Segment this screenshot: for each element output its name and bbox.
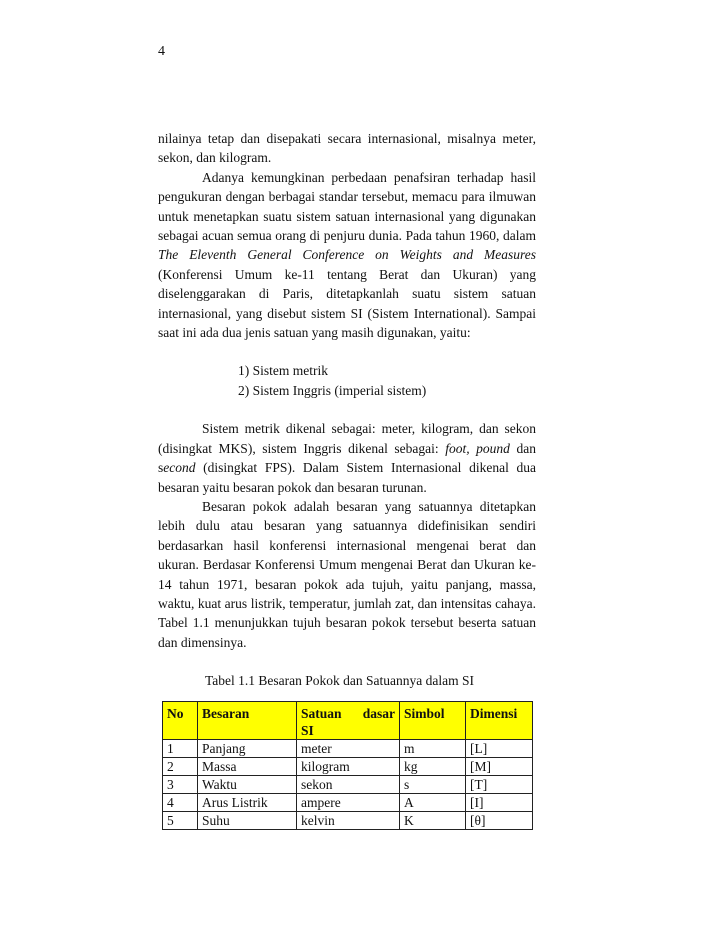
cell-simbol: kg — [400, 757, 466, 775]
header-simbol: Simbol — [400, 701, 466, 739]
header-dimensi: Dimensi — [466, 701, 533, 739]
cell-dimensi: [I] — [466, 793, 533, 811]
list-item: 2) Sistem Inggris (imperial sistem) — [238, 382, 427, 398]
cell-satuan: sekon — [297, 775, 400, 793]
cell-simbol: A — [400, 793, 466, 811]
cell-dimensi: [θ] — [466, 811, 533, 829]
page-body — [158, 129, 536, 830]
cell-satuan: kelvin — [297, 811, 400, 829]
table-row — [163, 757, 533, 775]
header-besaran: Besaran — [198, 701, 297, 739]
paragraph-2: Adanya kemungkinan perbedaan penafsiran terhadap hasil pengukuran dengan berbagai standar tersebut, memacu para ilmuwan untuk menetapkan suatu sistem satuan internasional yang digunakan sebagai acuan semua orang di penjuru dunia. Pada tahun 1960, dalam The Eleventh General Conference on Weights and Measures (Konferensi Umum ke-11 tentang Berat dan Ukuran) yang diselenggarakan di Paris, ditetapkanlah suatu sistem satuan internasional, yang disebut sistem SI (Sistem International). Sampai saat ini ada dua jenis satuan yang masih digunakan, yaitu: — [158, 169, 536, 341]
table-row — [163, 739, 533, 757]
cell-no: 3 — [163, 775, 198, 793]
cell-besaran: Massa — [198, 757, 297, 775]
cell-besaran: Arus Listrik — [198, 793, 297, 811]
paragraph-4: Besaran pokok adalah besaran yang satuannya ditetapkan lebih dulu atau besaran yang satuannya didefinisikan sendiri berdasarkan hasil konferensi internasional mengenai berat dan ukuran. Berdasar Konferensi Umum mengenai Berat dan Ukuran ke-14 tahun 1971, besaran pokok ada tujuh, yaitu panjang, massa, waktu, kuat arus listrik, temperatur, jumlah zat, dan intensitas cahaya. Tabel 1.1 menunjukkan tujuh besaran pokok tersebut beserta satuan dan dimensinya. — [158, 498, 536, 650]
cell-dimensi: [M] — [466, 757, 533, 775]
cell-satuan: kilogram — [297, 757, 400, 775]
list-item: 1) Sistem metrik — [238, 363, 328, 379]
cell-besaran: Waktu — [198, 775, 297, 793]
cell-besaran: Suhu — [198, 811, 297, 829]
cell-no: 1 — [163, 739, 198, 757]
unit-system-list — [158, 361, 536, 400]
header-no: No — [163, 701, 198, 739]
cell-simbol: s — [400, 775, 466, 793]
cell-satuan: meter — [297, 739, 400, 757]
cell-simbol: m — [400, 739, 466, 757]
si-base-quantities-table — [162, 701, 533, 830]
cell-no: 5 — [163, 811, 198, 829]
page-number: 4 — [158, 44, 165, 59]
table-header-row — [163, 701, 533, 739]
cell-besaran: Panjang — [198, 739, 297, 757]
cell-dimensi: [L] — [466, 739, 533, 757]
cell-satuan: ampere — [297, 793, 400, 811]
table-row — [163, 811, 533, 829]
paragraph-3: Sistem metrik dikenal sebagai: meter, kilogram, dan sekon (disingkat MKS), sistem Inggris dikenal sebagai: foot, pound dan second (disingkat FPS). Dalam Sistem Internasional dikenal dua besaran yaitu besaran pokok dan besaran turunan. — [158, 421, 536, 495]
cell-no: 4 — [163, 793, 198, 811]
cell-no: 2 — [163, 757, 198, 775]
table-row — [163, 775, 533, 793]
conference-title: The Eleventh General Conference on Weights and Measures — [158, 247, 536, 263]
cell-simbol: K — [400, 811, 466, 829]
cell-dimensi: [T] — [466, 775, 533, 793]
header-satuan: Satuan dasar SI — [297, 701, 400, 739]
paragraph-1: nilainya tetap dan disepakati secara internasional, misalnya meter, sekon, dan kilogram. — [158, 131, 536, 166]
table-caption: Tabel 1.1 Besaran Pokok dan Satuannya dalam SI — [205, 673, 474, 689]
table-row — [163, 793, 533, 811]
